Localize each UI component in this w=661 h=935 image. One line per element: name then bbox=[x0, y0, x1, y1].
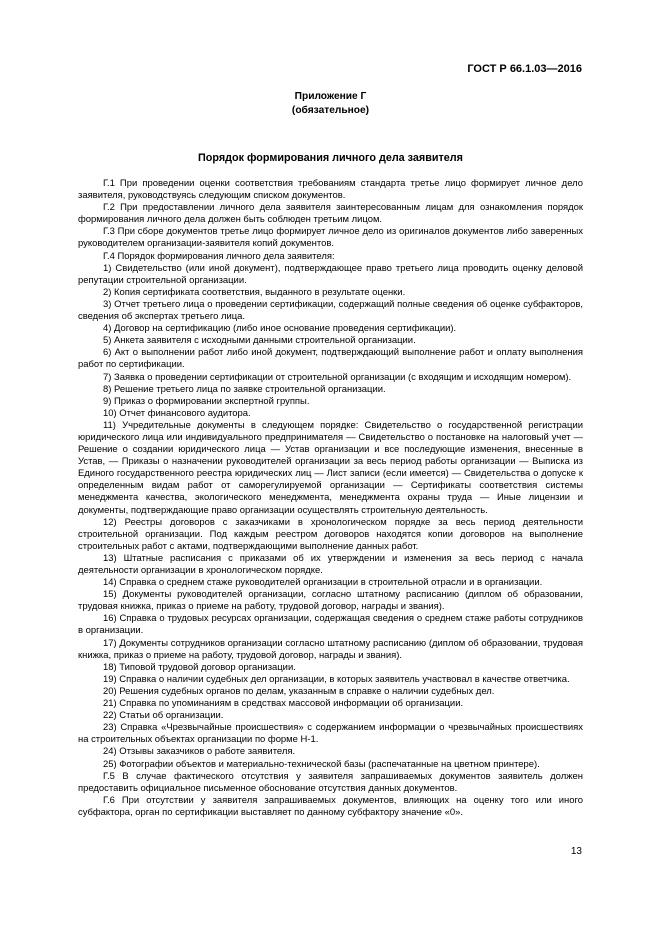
list-item: 2) Копия сертификата соответствия, выданного в результате оценки. bbox=[103, 286, 406, 298]
list-item: 14) Справка о среднем стаже руководителей организации в строительной отрасли и в организации. bbox=[103, 577, 543, 589]
list-item: 11) Учредительные документы в следующем порядке: Свидетельство о государственной регистрации юридического лица или индивидуального предпринимателя — Свидетельство о постановке на налоговый учет — Решение о создании юридического лица — Устав организации и все последующие изменения, внесенные в Устав, — Приказы о назначении руководителей организации за весь период работы организации — Выписка из Единого государственного реестра юридических лиц — Лист записи (если имеется) — Свидетельства о допуске к определенным видам работ от саморегулируемой организации — Сертификаты соответствия системы менеджмента качества, экологического менеджмента, менеджмента охраны труда — Иные лицензии и документы, подтверждающие право организации осуществлять строительную деятельность. bbox=[78, 419, 583, 516]
list-item: 18) Типовой трудовой договор организации. bbox=[103, 661, 296, 673]
list-item: 9) Приказ о формировании экспертной группы. bbox=[103, 395, 310, 407]
annex-heading bbox=[0, 90, 661, 118]
list-item: 3) Отчет третьего лица о проведении сертификации, содержащий полные сведения об оценке субфакторов, сведения об экспертах третьего лица. bbox=[78, 298, 583, 323]
list-item: 10) Отчет финансового аудитора. bbox=[103, 407, 251, 419]
list-item: 15) Документы руководителей организации, согласно штатному расписанию (диплом об образовании, трудовая книжка, приказ о приеме на работу, трудовой договор, награды и звания). bbox=[78, 589, 583, 613]
paragraph: Г.4 Порядок формирования личного дела заявителя: bbox=[103, 250, 335, 262]
list-item: 7) Заявка о проведении сертификации от строительной организации (с входящим и исходящим номером). bbox=[103, 371, 572, 383]
list-item: 16) Справка о трудовых ресурсах организации, содержащая сведения о среднем стаже работы сотрудников в организации. bbox=[78, 613, 583, 637]
annex-status: (обязательное) bbox=[291, 105, 370, 116]
list-item: 13) Штатные расписания с приказами об их утверждении и изменения за весь период с начала деятельности организации в хронологическом порядке. bbox=[78, 552, 583, 576]
document-title: Порядок формирования личного дела заявителя bbox=[198, 152, 463, 164]
list-item: 19) Справка о наличии судебных дел организации, в которых заявитель участвовал в качестве ответчика. bbox=[103, 673, 570, 685]
list-item: 1) Свидетельство (или иной документ), подтверждающее право третьего лица проводить оценку деловой репутации строительной организации. bbox=[78, 262, 583, 286]
list-item: 23) Справка «Чрезвычайные происшествия» с содержанием информации о чрезвычайных происшествиях на строительных объектах организации по форме Н-1. bbox=[78, 722, 583, 746]
list-item: Г.5 В случае фактического отсутствия у заявителя запрашиваемых документов заявитель должен предоставить официальное письменное обоснование отсутствия данных документов. bbox=[78, 770, 583, 794]
list-item: 5) Анкета заявителя с исходными данными строительной организации. bbox=[103, 335, 416, 347]
paragraph: Г.3 При сборе документов третье лицо формирует личное дело из оригиналов документов либо заверенных руководителем организации-заявителя копий документов. bbox=[78, 226, 583, 250]
list-item: 21) Справка по упоминаниям в средствах массовой информации об организации. bbox=[103, 698, 464, 710]
page-number: 13 bbox=[570, 846, 582, 857]
list-item: 25) Фотографии объектов и материально-технической базы (распечатанные на цветном принтере). bbox=[103, 758, 540, 770]
paragraph: Г.2 При предоставлении личного дела заявителя заинтересованным лицам для ознакомления порядок формирования личного дела должен быть соблюден третьим лицом. bbox=[78, 202, 583, 226]
list-item: 8) Решение третьего лица по заявке строительной организации. bbox=[103, 383, 386, 395]
standard-code: ГОСТ Р 66.1.03—2016 bbox=[467, 63, 582, 75]
paragraph: Г.1 При проведении оценки соответствия требованиям стандарта третье лицо формирует личное дело заявителя, руководствуясь следующим списком документов. bbox=[78, 178, 583, 202]
list-item: 24) Отзывы заказчиков о работе заявителя. bbox=[103, 746, 296, 758]
list-item: 22) Статьи об организации. bbox=[103, 710, 224, 722]
list-item: 17) Документы сотрудников организации согласно штатному расписанию (диплом об образовании, трудовая книжка, приказ о приеме на работу, трудовой договор, награды и звания). bbox=[78, 637, 583, 661]
document-body bbox=[78, 178, 583, 819]
list-item: 20) Решения судебных органов по делам, указанным в справке о наличии судебных дел. bbox=[103, 685, 495, 697]
list-item: 6) Акт о выполнении работ либо иной документ, подтверждающий выполнение работ и оплату выполнения работ по сертификации. bbox=[78, 347, 583, 371]
list-item: 4) Договор на сертификацию (либо иное основание проведения сертификации). bbox=[103, 323, 457, 335]
list-item: 12) Реестры договоров с заказчиками в хронологическом порядке за весь период деятельности строительной организации. Под каждым реестром договоров находятся копии договоров на выполнение строительных работ с актами, подтверждающими выполнение данных работ. bbox=[78, 516, 583, 552]
paragraph: Г.6 При отсутствии у заявителя запрашиваемых документов, влияющих на оценку того или иного субфактора, орган по сертификации выставляет по данному субфактору значение «0». bbox=[78, 794, 583, 818]
annex-title: Приложение Г bbox=[294, 91, 367, 102]
